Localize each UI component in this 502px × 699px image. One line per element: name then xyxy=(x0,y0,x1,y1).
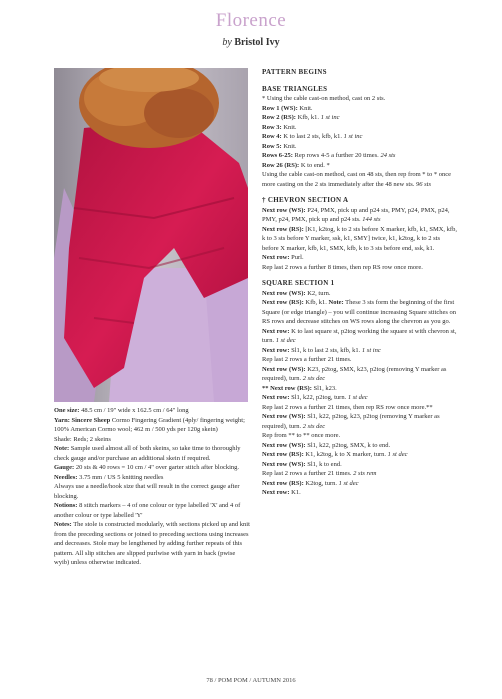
spec-needle-note: Always use a needle/hook size that will result in the correct gauge after blocking. xyxy=(54,483,240,500)
base-row: Row 3: Knit. xyxy=(262,123,297,131)
byline-prefix: by xyxy=(222,37,232,48)
author-name: Bristol Ivy xyxy=(234,37,280,48)
base-row: Rows 6-25: Rep rows 4-5 a further 20 times. 24 sts xyxy=(262,152,396,159)
base-row: Row 1 (WS): Knit. xyxy=(262,104,313,112)
chevron-row: Next row: Purl. xyxy=(262,254,304,261)
square-row: Next row (WS): K2, turn. xyxy=(262,289,331,297)
square-row: Next row: K1. xyxy=(262,489,301,496)
pattern-heading: PATTERN BEGINS xyxy=(262,68,327,76)
chevron-row: Next row (RS): [K1, k2tog, k to 2 sts before X marker, kfb, k1, SMX, kfb, k to 3 sts before Y marker, ssk, k1, SMY] twice, k1, k2tog, k to 2 sts before X marker, kfb, k1, SMX, kfb, k to 3 sts before end, ssk, k1. xyxy=(262,225,457,252)
square-row: Next row (WS): Sl1, k22, p2tog, SMX, k to end. xyxy=(262,441,391,449)
square-row: Rep last 2 rows a further 21 times, then rep RS row once more.** xyxy=(262,403,433,411)
base-heading: BASE TRIANGLES xyxy=(262,84,328,93)
chevron-row: Rep last 2 rows a further 8 times, then rep RS row once more. xyxy=(262,263,423,271)
square-row: Next row: K to last square st, p2tog working the square st with chevron st, turn. 1 st dec xyxy=(262,327,457,344)
square-row: Next row (WS): K23, p2tog, SMX, k23, p2tog (removing Y marker as required), turn. 2 sts dec xyxy=(262,365,447,382)
page-footer: 78 / POM POM / AUTUMN 2016 xyxy=(206,677,296,684)
square-row: Rep from ** to ** once more. xyxy=(262,432,341,439)
spec-gauge: Gauge: 20 sts & 40 rows = 10 cm / 4" over garter stitch after blocking. xyxy=(54,464,240,471)
square-row: Next row: Sl1, k to last 2 sts, kfb, k1. 1 st inc xyxy=(262,346,381,354)
spec-notes: Notes: The stole is constructed modularly, with sections picked up and knit from the preceding sections or joined to preceding sections using increases and decreases. Stole may be lengthened by adding further repeats of this pattern. All slip stitches are slipped purlwise with yarn in back (pwise wyib) unless otherwise indicated. xyxy=(54,521,250,566)
square-row: Rep last 2 rows a further 21 times. 2 sts rem xyxy=(262,470,377,477)
spec-size: One size: 48.5 cm / 19" wide x 162.5 cm / 64" long xyxy=(54,407,189,414)
base-outro: Using the cable cast-on method, cast on 48 sts, then rep from * to * once more casting on the 2 sts immediately after the 48 new sts. 96 sts xyxy=(262,171,451,188)
byline xyxy=(0,37,502,48)
square-row: Next row (RS): K2tog, turn. 1 st dec xyxy=(262,479,359,487)
spec-note: Note: Sample used almost all of both skeins, so take time to thoroughly check gauge and/or purchase an additional skein if required. xyxy=(54,445,241,462)
base-row: Row 26 (RS): K to end. * xyxy=(262,161,330,169)
square-row: Next row (WS): Sl1, k22, p2tog, k23, p2tog (removing Y marker as required), turn. 2 sts dec xyxy=(262,413,440,430)
base-row: Row 4: K to last 2 sts, kfb, k1. 1 st inc xyxy=(262,133,363,140)
square-row: Next row (WS): Sl1, k to end. xyxy=(262,460,342,468)
square-row: Rep last 2 rows a further 21 times. xyxy=(262,356,352,363)
square-row: Next row (RS): Kfb, k1. Note: These 3 sts form the beginning of the first Square (or edge triangle) – you will continue increasing Square stitches on RS rows and decrease stitches on WS rows along the chevron as you go. xyxy=(262,299,457,325)
square-row: ** Next row (RS): Sl1, k23. xyxy=(262,384,337,392)
specs-section xyxy=(54,406,252,568)
photo-illustration xyxy=(54,68,248,402)
spec-notions: Notions: 8 stitch markers – 4 of one colour or type labelled 'X' and 4 of another colour or type labelled 'Y' xyxy=(54,502,241,519)
spec-needles: Needles: 3.75 mm / US 5 knitting needles xyxy=(54,473,164,481)
base-row: Row 2 (RS): Kfb, k1. 1 st inc xyxy=(262,114,340,121)
pattern-section xyxy=(262,68,458,498)
page-title: Florence xyxy=(215,10,287,31)
chevron-heading: † CHEVRON SECTION A xyxy=(262,196,349,204)
square-row: Next row: Sl1, k22, p2tog, turn. 1 st dec xyxy=(262,394,368,401)
square-row: Next row (RS): K1, k2tog, k to X marker, turn. 1 st dec xyxy=(262,451,408,458)
base-row: Row 5: Knit. xyxy=(262,142,297,150)
spec-shade: Shade: Reds; 2 skeins xyxy=(54,435,111,443)
model-photo xyxy=(54,68,248,402)
square-heading: SQUARE SECTION 1 xyxy=(262,279,335,287)
spec-yarn: Yarn: Sincere Sheep Cormo Fingering Gradient (4ply/ fingering weight; 100% American Cormo wool; 462 m / 500 yds per 120g skein) xyxy=(54,416,245,433)
chevron-row: Next row (WS): P24, PMX, pick up and p24 sts, PMY, p24, PMX, p24, PMY, p24, PMX, pick up and p24 sts. 144 sts xyxy=(262,206,450,223)
base-intro: * Using the cable cast-on method, cast on 2 sts. xyxy=(262,95,386,102)
